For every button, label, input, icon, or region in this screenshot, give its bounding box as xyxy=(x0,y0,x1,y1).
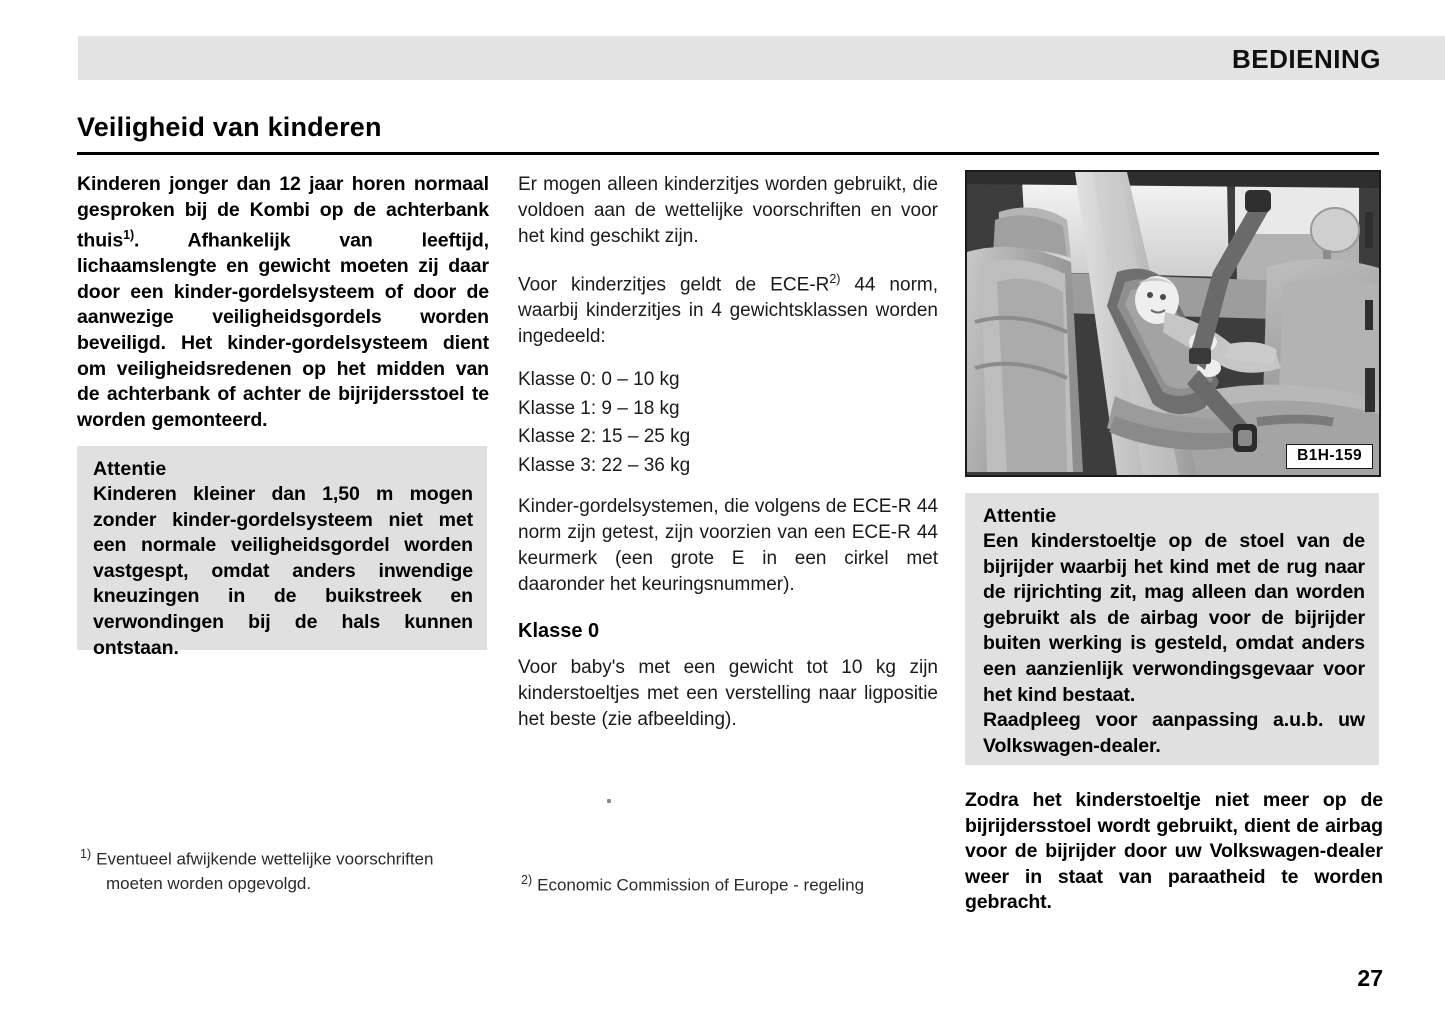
footnote-2-content xyxy=(521,868,941,898)
paragraph-klasse-0-detail: Voor baby's met een gewicht tot 10 kg zijn kinderstoeltjes met een verstelling naar ligpositie het beste (zie afbeelding). xyxy=(518,657,938,731)
footnote-2-text: Economic Commission of Europe - regeling xyxy=(537,875,865,895)
footnote-2 xyxy=(521,868,941,898)
column-two xyxy=(518,172,938,749)
attention-box-children-height xyxy=(77,446,487,659)
list-item: Klasse 0: 0 – 10 kg xyxy=(518,369,680,391)
footnote-1-marker: 1) xyxy=(80,847,92,861)
page-header-title: BEDIENING xyxy=(1232,44,1381,74)
closing-paragraph: Zodra het kinderstoeltje niet meer op de bijrijdersstoel wordt gebruikt, dient de airbag voor de bijrijder door uw Volkswagen-dealer weer in staat van paraatheid te worden gebracht. xyxy=(965,789,1383,914)
footnote-1 xyxy=(80,842,492,896)
attention-box-airbag xyxy=(965,493,1379,765)
page-number: 27 xyxy=(1357,965,1383,991)
intro-paragraph-part2: . Afhankelijk van leeftijd, lichaamslengte en gewicht moeten zij daar door een kinder-gordelsysteem of door de aanwezige veiligheidsgordels worden beveiligd. Het kinder-gordelsysteem dient om veiligheidsredenen op het midden van de achterbank of achter de bijrijdersstoel te worden gemonteerd. xyxy=(77,229,489,431)
intro-paragraph-part1: Kinderen jonger dan 12 jaar horen normaal gesproken bij de Kombi op de achterbank thuis xyxy=(77,173,489,252)
list-item: Klasse 2: 15 – 25 kg xyxy=(518,426,691,448)
attention-box-title: Attentie xyxy=(93,458,167,480)
child-seat-illustration xyxy=(965,170,1381,477)
list-item: Klasse 3: 22 – 36 kg xyxy=(518,454,691,476)
child-seat-illustration-graphic xyxy=(967,172,1379,475)
footnote-2-marker: 2) xyxy=(521,873,533,887)
column-one xyxy=(77,172,489,449)
attention-box-body-second: Raadpleeg voor aanpassing a.u.b. uw Volkswagen-dealer. xyxy=(983,709,1365,757)
footnote-1-text: Eventueel afwijkende wettelijke voorschriften moeten worden opgevolgd. xyxy=(96,849,434,893)
intro-paragraph xyxy=(77,172,489,433)
footnote-ref-2: 2) xyxy=(829,272,841,286)
subheading-klasse-0: Klasse 0 xyxy=(518,620,600,643)
page-title: Veiligheid van kinderen xyxy=(77,112,382,142)
figure-label: B1H-159 xyxy=(1286,444,1373,469)
paragraph-ece-norm-part2: 44 norm, waarbij kinderzitjes in 4 gewichtsklassen worden ingedeeld: xyxy=(518,274,939,348)
footnote-1-content xyxy=(80,842,492,896)
print-speck xyxy=(607,799,611,803)
list-item: Klasse 1: 9 – 18 kg xyxy=(518,397,680,419)
paragraph-approved-seats: Er mogen alleen kinderzitjes worden gebruikt, die voldoen aan de wettelijke voorschriften en voor het kind geschikt zijn. xyxy=(518,174,938,247)
paragraph-ece-norm-part1: Voor kinderzitjes geldt de ECE-R xyxy=(518,274,830,296)
attention-box-title: Attentie xyxy=(983,505,1057,527)
paragraph-ece-norm xyxy=(518,266,938,350)
heading-divider xyxy=(77,152,1379,155)
attention-box-body: Een kinderstoeltje op de stoel van de bijrijder waarbij het kind met de rug naar de rijrichting zit, mag alleen dan worden gebruikt als de airbag voor de bijrijder buiten werking is gesteld, omdat anders een aanzienlijk verwondingsgevaar voor het kind bestaat. xyxy=(983,530,1365,706)
paragraph-keurmerk: Kinder-gordelsystemen, die volgens de ECE-R 44 norm zijn getest, zijn voorzien van een ECE-R 44 keurmerk (een grote E in een cirkel met daaronder het keuringsnummer). xyxy=(518,496,938,596)
weight-class-list xyxy=(518,366,938,480)
attention-box-body: Kinderen kleiner dan 1,50 m mogen zonder kinder-gordelsysteem niet met een normale veiligheidsgordel worden vastgespt, omdat anders inwendige kneuzingen in de buikstreek en verwondingen bij de hals kunnen ontstaan. xyxy=(93,483,473,659)
footnote-ref-1: 1) xyxy=(123,228,135,243)
